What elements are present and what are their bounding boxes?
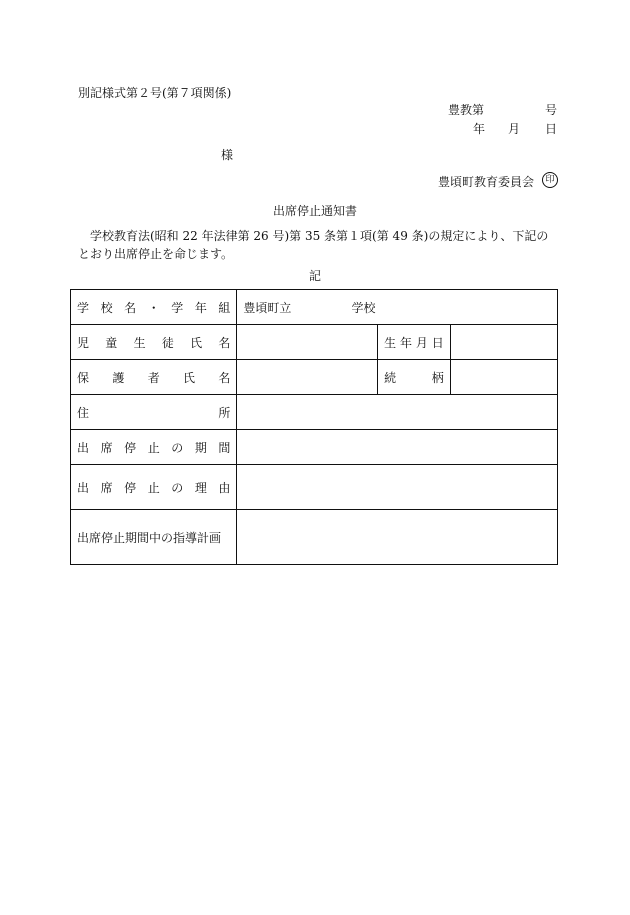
doc-number-suffix: 号: [545, 103, 558, 117]
guardian-name-label: 保護者氏名: [71, 360, 237, 395]
body-paragraph: 学校教育法(昭和 22 年法律第 26 号)第 35 条第１項(第 49 条)の規定により、下記のとおり出席停止を命じます。: [78, 229, 549, 261]
date-year: 年: [473, 122, 486, 136]
address-field[interactable]: [237, 395, 558, 430]
doc-number-prefix: 豊教第: [448, 103, 485, 117]
birthdate-label: 生年月日: [378, 325, 451, 360]
ki-heading: 記: [308, 269, 321, 283]
addressee-suffix: 様: [221, 148, 234, 162]
seal-mark: 印: [542, 172, 558, 188]
school-suffix: 学校: [351, 300, 376, 315]
date-day: 日: [545, 122, 558, 136]
plan-field[interactable]: [237, 510, 558, 565]
address-label: 住所: [71, 395, 237, 430]
row-period: [71, 430, 558, 465]
birthdate-field[interactable]: [450, 325, 557, 360]
school-prefix: 豊頃町立: [243, 300, 292, 315]
school-label: 学校名・学年組: [71, 290, 237, 325]
form-reference: 別記様式第２号(第７項関係): [78, 86, 232, 100]
row-school: [71, 290, 558, 325]
plan-label: 出席停止期間中の指導計画: [71, 510, 237, 565]
period-field[interactable]: [237, 430, 558, 465]
student-name-field[interactable]: [237, 325, 378, 360]
row-guardian: [71, 360, 558, 395]
issuer-name: 豊頃町教育委員会: [438, 175, 535, 189]
row-reason: [71, 465, 558, 510]
period-label: 出席停止の期間: [71, 430, 237, 465]
notice-form-table: [70, 289, 558, 565]
guardian-name-field[interactable]: [237, 360, 378, 395]
document-title: 出席停止通知書: [272, 204, 357, 218]
row-plan: [71, 510, 558, 565]
date-month: 月: [508, 122, 521, 136]
student-name-label: 児童生徒氏名: [71, 325, 237, 360]
reason-field[interactable]: [237, 465, 558, 510]
row-student: [71, 325, 558, 360]
reason-label: 出席停止の理由: [71, 465, 237, 510]
relation-field[interactable]: [450, 360, 557, 395]
school-field[interactable]: [237, 290, 558, 325]
relation-label: 続柄: [378, 360, 451, 395]
row-address: [71, 395, 558, 430]
